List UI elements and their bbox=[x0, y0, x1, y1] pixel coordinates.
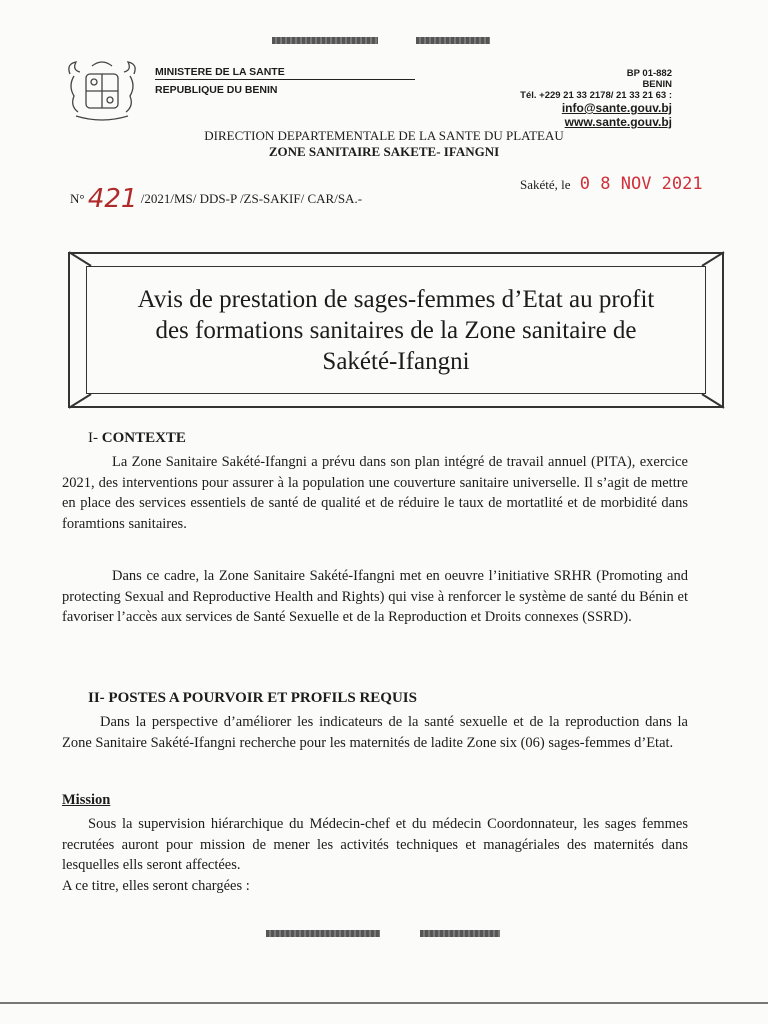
reference-prefix: N° bbox=[70, 191, 85, 206]
zone-title: ZONE SANITAIRE SAKETE- IFANGNI bbox=[268, 144, 500, 159]
context-paragraph-2-text: Dans ce cadre, la Zone Sanitaire Sakété-Ifangni met en oeuvre l’initiative SRHR (Promoting and protecting Sexual and Reproductive Health and Rights) qui vise à renforcer le système de santé du Bénin et favoriser l’accès aux services de Santé Sexuelle et de la Reproduction et Droits connexes (SSRD). bbox=[62, 568, 688, 625]
mission-paragraph bbox=[62, 814, 688, 876]
email-link[interactable]: info@sante.gouv.bj bbox=[561, 101, 672, 115]
page-bottom-edge bbox=[0, 1002, 768, 1004]
date-place: Sakété, le bbox=[520, 177, 571, 192]
contact-block bbox=[520, 68, 672, 129]
title-line-2: des formations sanitaires de la Zone sanitaire de bbox=[155, 316, 637, 344]
title-line-3: Sakété-Ifangni bbox=[322, 347, 470, 375]
section-2-title: POSTES A POURVOIR ET PROFILS REQUIS bbox=[108, 690, 417, 706]
reference-code: /2021/MS/ DDS-P /ZS-SAKIF/ CAR/SA.- bbox=[140, 191, 363, 206]
mission-paragraph-text: Sous la supervision hiérarchique du Médecin-chef et du médecin Coordonnateur, les sages femmes recrutées auront pour mission de mener les activités techniques et managériales des maternités dans lesquelles ells seront affectées. bbox=[62, 816, 688, 873]
context-paragraph-1 bbox=[62, 452, 688, 534]
country: BENIN bbox=[642, 79, 672, 90]
section-2-heading bbox=[88, 690, 417, 707]
positions-paragraph-text: Dans la perspective d’améliorer les indicateurs de la santé sexuelle et de la reproduction dans la Zone Sanitaire Sakété-Ifangni recherche pour les maternités de ladite Zone six (06) sages-femmes d’Etat. bbox=[62, 714, 688, 751]
context-paragraph-2 bbox=[62, 566, 688, 628]
direction-title: DIRECTION DEPARTEMENTALE DE LA SANTE DU PLATEAU bbox=[204, 128, 564, 143]
section-2-number: II- bbox=[88, 690, 105, 706]
republic-name: REPUBLIQUE DU BENIN bbox=[155, 84, 278, 96]
date-line bbox=[520, 174, 703, 194]
website-link[interactable]: www.sante.gouv.bj bbox=[564, 115, 672, 129]
mission-heading: Mission bbox=[62, 792, 111, 808]
title-frame-inner bbox=[86, 266, 706, 394]
section-1-heading bbox=[88, 430, 186, 447]
positions-paragraph bbox=[62, 712, 688, 753]
scan-bar-top-left bbox=[272, 37, 378, 44]
reference-number-line bbox=[70, 184, 362, 214]
mission-tasks-intro: A ce titre, elles seront chargées : bbox=[62, 878, 250, 894]
scan-bar-bottom-left bbox=[266, 930, 380, 937]
section-1-title: CONTEXTE bbox=[101, 430, 186, 446]
section-1-number: I- bbox=[88, 430, 98, 446]
ministry-name: MINISTERE DE LA SANTE bbox=[155, 66, 415, 80]
coat-of-arms-seal bbox=[62, 56, 142, 126]
title-line-1: Avis de prestation de sages-femmes d’Etat au profit bbox=[137, 285, 655, 313]
scan-bar-bottom-right bbox=[420, 930, 500, 937]
ministry-block bbox=[155, 66, 415, 96]
postal-box: BP 01-882 bbox=[626, 68, 672, 79]
context-paragraph-1-text: La Zone Sanitaire Sakété-Ifangni a prévu dans son plan intégré de travail annuel (PITA), exercice 2021, des interventions pour assurer à la population une couverture sanitaire universelle. Il s’agit de mettre en place des services essentiels de santé de qualité et de réduire le taux de mortatlité et de morbidité dans foramtions sanitaires. bbox=[62, 454, 688, 532]
handwritten-reference-number: 421 bbox=[87, 184, 138, 214]
date-stamp: 0 8 NOV 2021 bbox=[579, 174, 703, 194]
telephone: Tél. +229 21 33 2178/ 21 33 21 63 : bbox=[520, 90, 672, 101]
scan-bar-top-right bbox=[416, 37, 490, 44]
